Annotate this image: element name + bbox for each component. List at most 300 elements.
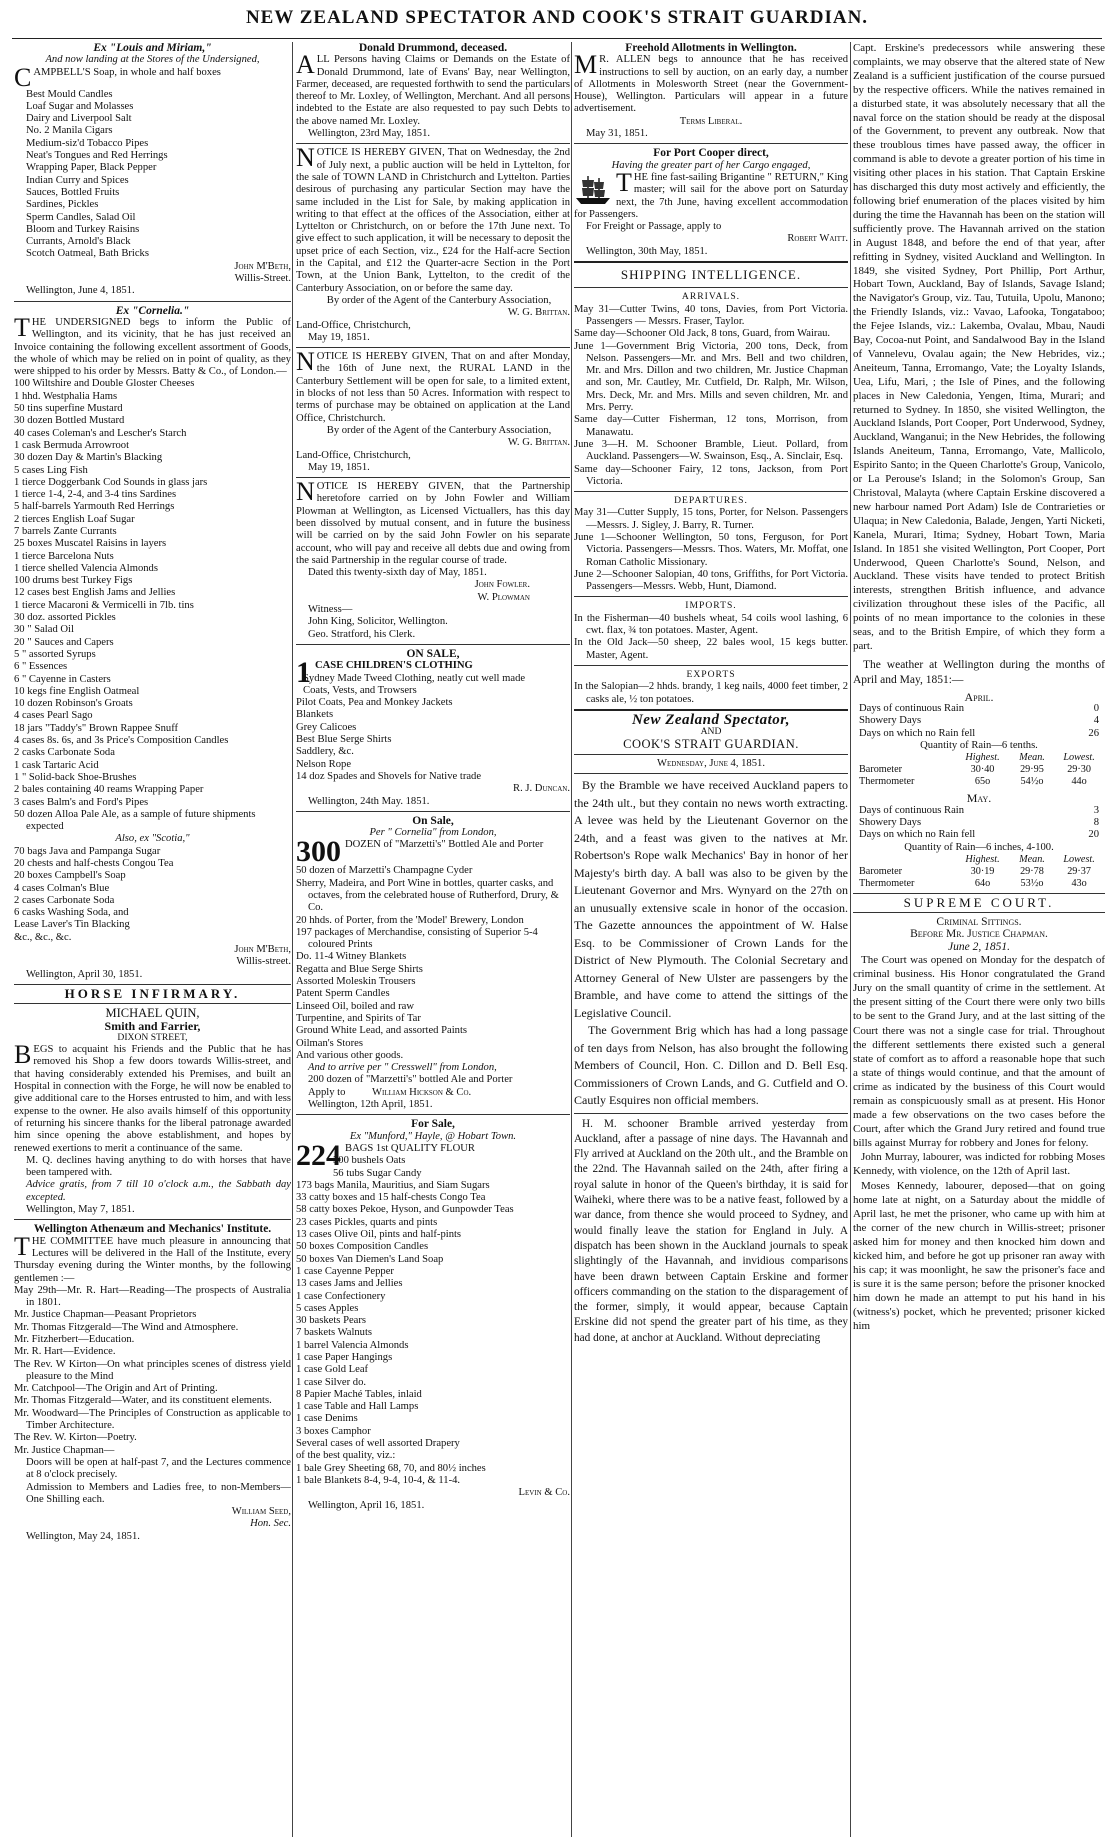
list-item: Oilman's Stores	[296, 1037, 363, 1049]
list-item: 1 case Paper Hangings	[296, 1351, 393, 1363]
notice-rural-land-body: NOTICE IS HEREBY GIVEN, That on and after Monday, the 16th of June next, the RURAL LAND in the Canterbury Settlement will be open for sale, to a limited extent, in blocks of not less than 50 Acres. Information with respect to terms of purchase may be obtained on application at the Land Office, Christchurch.	[296, 347, 570, 424]
weather-may-heading: May.	[966, 791, 992, 806]
ad-cornelia-sale-list	[296, 865, 570, 1062]
list-item: Lease Laver's Tin Blacking	[14, 919, 130, 931]
lecture-item: Mr. Justice Chapman—Peasant Proprietors	[14, 1309, 197, 1321]
notice-witness-name: Geo. Stratford, his Clerk.	[308, 628, 416, 640]
list-item: 100 Wiltshire and Double Gloster Cheeses	[14, 378, 195, 390]
horse-infirmary-banner: HORSE INFIRMARY.	[64, 985, 241, 1001]
divider	[574, 596, 848, 597]
list-item: Coats, Vests, and Trowsers	[303, 684, 417, 696]
ad-signature: John Fowler.	[474, 579, 530, 591]
list-item: 6 casks Washing Soda, and	[14, 907, 129, 919]
paper-and: AND	[700, 726, 722, 738]
ad-athenaeum-body: THE COMMITTEE have much pleasure in announcing that Lectures will be delivered in the Hall of the Institute, every Thursday evening during the Winter months, by the following gentlemen :—	[14, 1231, 291, 1284]
table-cell: 29·78	[1020, 865, 1044, 877]
table-row-label: Thermometer	[859, 877, 915, 889]
court-date: June 2, 1851.	[948, 940, 1010, 953]
table-row-label: Barometer	[859, 865, 902, 877]
ad-louis-miriam-list	[14, 89, 291, 261]
list-item: Assorted Moleskin Trousers	[296, 976, 416, 988]
ad-signature: R. J. Duncan.	[513, 783, 570, 795]
lecture-item: The Rev. W Kirton—On what principles scenes of distress yield pleasure to the Mind	[14, 1358, 291, 1382]
ad-cornelia-list-2	[14, 846, 291, 944]
weather-row-label: Days on which no Rain fell	[859, 727, 976, 739]
notice-order: By order of the Agent of the Canterbury Association,	[326, 294, 552, 306]
ad-allotments-body: M R. ALLEN begs to announce that he has received instructions to sell by auction, on an early day, a number of Allotments in Molesworth Street (near the Government-House), Wellington. Particulars will appear in a future advertisement.	[574, 50, 848, 115]
list-item: Patent Sperm Candles	[296, 988, 390, 1000]
arrivals-heading: ARRIVALS.	[681, 291, 741, 303]
list-item: 2 tierces English Loaf Sugar	[14, 513, 135, 525]
departure-entry: June 2—Schooner Salopian, 40 tons, Griffiths, for Port Victoria. Passengers—Messrs. Webb, Hunt, Diamond.	[574, 568, 848, 593]
list-item: 14 doz Spades and Shovels for Native trade	[296, 770, 482, 782]
list-item: Sydney Made Tweed Clothing, neatly cut well made	[303, 672, 526, 684]
list-item: 50 dozen of Marzetti's Champagne Cyder	[296, 865, 473, 877]
shipping-intelligence-title: SHIPPING INTELLIGENCE.	[620, 267, 802, 283]
list-item: Regatta and Blue Serge Shirts	[296, 963, 423, 975]
ad-street: DIXON STREET,	[117, 1031, 188, 1043]
list-item: And various other goods.	[296, 1049, 404, 1061]
list-item: 23 cases Pickles, quarts and pints	[296, 1216, 438, 1228]
list-item: 10 kegs fine English Oatmeal	[14, 685, 140, 697]
list-item: 5 " assorted Syrups	[14, 648, 96, 660]
list-item: Grey Calicoes	[296, 721, 357, 733]
table-header: Mean.	[1019, 752, 1045, 764]
ad-louis-miriam-first: CAMPBELL'S Soap, in whole and half boxes	[14, 62, 221, 92]
lecture-item: May 29th—Mr. R. Hart—Reading—The prospects of Australia in 1801.	[14, 1284, 291, 1309]
list-item: 5 cases Apples	[296, 1302, 359, 1314]
ad-arrive-detail: 200 dozen of "Marzetti's" bottled Ale and Porter	[308, 1074, 513, 1086]
weather-may-quantity: Quantity of Rain—6 inches, 4-100.	[904, 841, 1054, 853]
import-entry: In the Old Jack—50 sheep, 22 bales wool, 15 kegs butter. Master, Agent.	[574, 637, 848, 661]
lecture-item: Mr. Woodward—The Principles of Construction as applicable to Timber Architecture.	[14, 1407, 291, 1432]
weather-row-value: 26	[1088, 727, 1099, 739]
weather-april-rows	[853, 703, 1105, 740]
drop-cap: T	[616, 167, 632, 197]
divider	[296, 1114, 570, 1115]
court-judge: Before Mr. Justice Chapman.	[910, 928, 1048, 941]
list-item: 6 " Essences	[14, 661, 68, 673]
list-item: 5 half-barrels Yarmouth Red Herrings	[14, 501, 175, 513]
notice-witness-name: John King, Solicitor, Wellington.	[308, 616, 448, 628]
list-item: Currants, Arnold's Black	[26, 236, 131, 248]
imports-list	[574, 613, 848, 662]
table-header: Lowest.	[1063, 853, 1095, 865]
list-item: 4 cases Pearl Sago	[14, 710, 93, 722]
ad-signature: W. G. Brittan.	[507, 437, 570, 449]
list-item: 1 barrel Valencia Almonds	[296, 1339, 409, 1351]
list-item: 10 dozen Robinson's Groats	[14, 698, 133, 710]
ad-louis-miriam-title: Ex "Louis and Miriam,"	[93, 42, 212, 54]
ad-signature-address: Willis-street.	[236, 956, 291, 968]
exports-list	[574, 681, 848, 706]
divider	[853, 912, 1105, 913]
table-cell: 29·95	[1020, 764, 1044, 776]
big-number: 1	[296, 656, 311, 690]
list-item: 50 dozen Alloa Pale Ale, as a sample of future shipments expected	[14, 808, 256, 833]
weather-intro: The weather at Wellington during the months of April and May, 1851:—	[853, 658, 1105, 686]
list-item: 56 tubs Sugar Candy	[333, 1167, 422, 1179]
drop-cap: A	[296, 50, 315, 80]
list-item: 30 dozen Bottled Mustard	[14, 415, 125, 427]
ad-date: Wellington, April 16, 1851.	[308, 1499, 425, 1511]
article-government-brig: The Government Brig which has had a long passage of ten days from Nelson, has also brought the following Members of Council, Hon. C. Dillon and D. Bell Esq. Commissioners of Crown Lands, and G. Cutfield and O. Cautly Esquires non official members.	[574, 1023, 848, 1108]
list-item: 4 cases 8s. 6s, and 3s Price's Composition Candles	[14, 735, 229, 747]
list-item: 18 jars "Taddy's" Brown Rappee Snuff	[14, 722, 179, 734]
list-item: Best Blue Serge Shirts	[296, 734, 392, 746]
list-item: 50 boxes Composition Candles	[296, 1241, 429, 1253]
list-item: 1 case Silver do.	[296, 1376, 367, 1388]
column-rule	[292, 42, 293, 1837]
weather-row	[853, 715, 1105, 727]
list-item: 1 case Table and Hall Lamps	[296, 1401, 419, 1413]
ad-horse-advice: Advice gratis, from 7 till 10 o'clock a.m., the Sabbath day excepted.	[26, 1179, 291, 1203]
list-item: 40 cases Coleman's and Lescher's Starch	[14, 427, 187, 439]
divider	[574, 773, 848, 774]
list-item: 1 tierce 1-4, 2-4, and 3-4 tins Sardines	[14, 489, 177, 501]
list-item: 30 baskets Pears	[296, 1315, 367, 1327]
table-row-label: Thermometer	[859, 776, 915, 788]
table-header: Highest.	[965, 752, 1000, 764]
divider	[296, 347, 570, 348]
weather-row-label: Showery Days	[859, 816, 922, 828]
departures-heading: DEPARTURES.	[674, 495, 748, 507]
column-rule	[850, 42, 851, 1837]
list-item: 1 case Cayenne Pepper	[296, 1265, 394, 1277]
list-item: 1 bale Blankets 8-4, 9-4, 10-4, & 11-4.	[296, 1474, 461, 1486]
table-cell: 29·37	[1067, 865, 1091, 877]
list-item: of the best quality, viz.:	[296, 1450, 396, 1462]
list-item: 1 case Gold Leaf	[296, 1364, 369, 1376]
ad-signature-address: Willis-Street.	[234, 273, 291, 285]
list-item: Several cases of well assorted Drapery	[296, 1438, 460, 1450]
list-item: Scotch Oatmeal, Bath Bricks	[26, 248, 149, 260]
ship-icon	[574, 172, 612, 206]
list-item: &c., &c., &c.	[14, 931, 72, 943]
weather-april-quantity: Quantity of Rain—6 tenths.	[920, 740, 1038, 752]
lecture-item: Mr. Justice Chapman—	[14, 1444, 115, 1456]
list-item: 4 cases Colman's Blue	[14, 882, 110, 894]
table-row-label: Barometer	[859, 764, 902, 776]
ad-date: Wellington, 23rd May, 1851.	[308, 128, 431, 140]
list-item: Do. 11-4 Witney Blankets	[296, 951, 407, 963]
ad-horse-body-2: M. Q. declines having anything to do with horses that have been tampered with.	[26, 1154, 291, 1179]
list-item: 12 cases best English Jams and Jellies	[14, 587, 176, 599]
masthead-rule	[12, 38, 1102, 39]
table-blank	[853, 752, 954, 764]
list-item: Dairy and Liverpool Salt	[26, 113, 132, 125]
notice-dated: Dated this twenty-sixth day of May, 1851.	[308, 567, 487, 579]
divider	[574, 754, 848, 755]
table-cell: 44o	[1071, 776, 1087, 788]
weather-row	[853, 817, 1105, 829]
list-item: Sauces, Bottled Fruits	[26, 186, 120, 198]
ad-name: MICHAEL QUIN,	[105, 1006, 200, 1021]
notice-partnership-body: NOTICE IS HEREBY GIVEN, that the Partnership heretofore carried on by John Fowler and William Plowman at Wellington, as Licensed Victuallers, has this day been dissolved by mutual consent, and in future the business will be carried on by the said John Fowler on his separate account, who will pay and receive all debts due and owing from the said Partnership in the regular course of trade.	[296, 477, 570, 566]
list-item: 30 " Salad Oil	[14, 624, 74, 636]
list-item: 13 cases Jams and Jellies	[296, 1278, 403, 1290]
list-item: 5 cases Ling Fish	[14, 464, 88, 476]
weather-may-rows	[853, 805, 1105, 842]
ad-cornelia-body: THE UNDERSIGNED begs to inform the Public of Wellington, and its vicinity, that he has just received an Invoice containing the following excellent assortment of Goods, the whole of which may be relied on in point of quality, as they were shipped to his order by Messrs. Batty & Co., of London.—	[14, 312, 291, 378]
arrival-entry: Same day—Schooner Old Jack, 8 tons, Guard, from Wairau.	[574, 328, 831, 340]
table-cell: 30·19	[970, 865, 995, 877]
drop-cap: B	[14, 1040, 32, 1070]
ad-on-sale-list	[296, 673, 570, 784]
ad-date: Wellington, May 7, 1851.	[26, 1204, 135, 1216]
paper-title: New Zealand Spectator,	[631, 711, 791, 728]
list-item: 1 tierce Barcelona Nuts	[14, 550, 114, 562]
table-cell: 53½o	[1020, 877, 1044, 889]
weather-row-value: 8	[1093, 816, 1099, 828]
ad-apply: Apply to William Hickson & Co.	[308, 1086, 472, 1098]
court-subtitle: Criminal Sittings.	[936, 916, 1022, 929]
court-case: John Murray, labourer, was indicted for robbing Moses Kennedy, with violence, on the 12th of April last.	[853, 1151, 1105, 1178]
list-item: Medium-siz'd Tobacco Pipes	[26, 137, 149, 149]
table-cell: 54½o	[1020, 776, 1044, 788]
drop-cap: M	[574, 50, 598, 80]
list-item: 2 bales containing 40 reams Wrapping Paper	[14, 784, 204, 796]
departure-entry: June 1—Schooner Wellington, 50 tons, Ferguson, for Port Victoria. Passengers—Messrs. Thos. Waters, Mr. Moffat, one Roman Catholic Missionary.	[574, 531, 848, 568]
ad-signature: John M'Beth,	[234, 944, 291, 956]
list-item: 300 bushels Oats	[333, 1155, 406, 1167]
ad-date: Wellington, 12th April, 1851.	[308, 1099, 433, 1111]
list-item: 13 cases Olive Oil, pints and half-pints	[296, 1229, 462, 1241]
lecture-item: The Rev. W. Kirton—Poetry.	[14, 1432, 137, 1444]
ad-drummond-body: ALL Persons having Claims or Demands on the Estate of Donald Drummond, late of Evans' Bay, near Wellington, Farmer, deceased, are requested forthwith to send the particulars thereof to Mr. Loxley, of Wellington, Merchant. And all persons indebted to the Estate are also requested to pay such Debts to the above named Mr. Loxley.	[296, 50, 570, 127]
lecture-item: Mr. Catchpool—The Origin and Art of Printing.	[14, 1383, 218, 1395]
table-header: Highest.	[965, 853, 1000, 865]
list-item: 6 " Cayenne in Casters	[14, 673, 111, 685]
table-row	[853, 764, 1105, 776]
list-item: Ground White Lead, and assorted Paints	[296, 1025, 468, 1037]
ad-date: Land-Office, Christchurch,	[296, 319, 411, 331]
list-item: 100 drums best Turkey Figs	[14, 575, 133, 587]
list-item: 1 bale Grey Sheeting 68, 70, and 80½ inches	[296, 1462, 486, 1474]
list-item: Sherry, Madeira, and Port Wine in bottles, quarter casks, and octaves, from the celebrated house of Rutherford, Drury, & Co.	[296, 877, 559, 914]
ad-horse-body: BEGS to acquaint his Friends and the Public that he has removed his Shop a few doors towards Willis-street, and that having considerably extended his Premises, and built an Hospital in connection with the Forge, he will now be enabled to give additional care to the Horses entrusted to him, and with less expense to the owner. He also avails himself of this opportunity of returning his sincere thanks for the liberal patronage awarded him since opening the above establishment, and hopes by renewed exertions to merit a continuance of the same.	[14, 1040, 291, 1154]
list-item: Wrapping Paper, Black Pepper	[26, 162, 157, 174]
ad-date: Wellington, June 4, 1851.	[26, 285, 135, 297]
list-item: 2 cases Carbonate Soda	[14, 894, 115, 906]
list-item: 3 cases Balm's and Ford's Pipes	[14, 796, 149, 808]
ad-cornelia-sale-first: 300 DOZEN of "Marzetti's" Bottled Ale and Porter	[296, 835, 544, 869]
weather-row	[853, 805, 1105, 817]
list-item: 1 tierce Macaroni & Vermicelli in 7lb. tins	[14, 599, 194, 611]
ad-apply: For Freight or Passage, apply to	[586, 221, 722, 233]
ad-athenaeum-title: Wellington Athenæum and Mechanics' Institute.	[33, 1223, 272, 1236]
list-item: 1 tierce shelled Valencia Almonds	[14, 562, 158, 574]
ad-signature: Levin & Co.	[518, 1487, 570, 1499]
weather-row	[853, 829, 1105, 841]
divider	[853, 893, 1105, 894]
table-cell: 64o	[974, 877, 991, 889]
ad-munford-first: 224 BAGS 1st QUALITY FLOUR	[296, 1138, 475, 1172]
list-item: Saddlery, &c.	[296, 746, 354, 758]
ad-terms: Terms Liberal.	[679, 115, 743, 127]
list-item: Indian Curry and Spices	[26, 174, 129, 186]
divider	[574, 143, 848, 144]
list-item: Best Mould Candles	[26, 88, 113, 100]
ad-cornelia-also: Also, ex "Scotia,"	[115, 833, 190, 845]
list-item: 1 case Confectionery	[296, 1290, 386, 1302]
ad-cornelia-sale-title: On Sale,	[412, 814, 454, 827]
table-header: Lowest.	[1063, 752, 1095, 764]
list-item: 70 bags Java and Pampanga Sugar	[14, 845, 161, 857]
lecture-item: Mr. R. Hart—Evidence.	[14, 1346, 116, 1358]
ad-signature-title: Hon. Sec.	[250, 1518, 291, 1530]
list-item: 20 boxes Campbell's Soap	[14, 870, 126, 882]
weather-may-table	[853, 854, 1105, 890]
notice-witness: Witness—	[308, 604, 353, 616]
table-cell: 43o	[1071, 877, 1087, 889]
ad-on-sale-first: 1 CASE CHILDREN'S CLOTHING	[296, 656, 473, 690]
list-item: 1 " Solid-back Shoe-Brushes	[14, 771, 137, 783]
column-4	[853, 42, 1105, 1837]
ad-cornelia-list	[14, 378, 291, 833]
list-item: Blankets	[296, 709, 334, 721]
imports-heading: IMPORTS.	[685, 600, 737, 612]
list-item: 20 " Sauces and Capers	[14, 636, 114, 648]
list-item: 1 case Denims	[296, 1413, 358, 1425]
ad-signature: W. G. Brittan.	[507, 307, 570, 319]
list-item: 197 packages of Merchandise, consisting of Superior 5-4 coloured Prints	[296, 926, 538, 951]
table-row	[853, 866, 1105, 878]
list-item: Sperm Candles, Salad Oil	[26, 211, 136, 223]
ad-signature: John M'Beth,	[234, 260, 291, 272]
ad-athenaeum-lectures	[14, 1285, 291, 1457]
divider	[296, 477, 570, 478]
divider	[14, 301, 291, 302]
arrival-entry: Same day—Cutter Fisherman, 12 tons, Morrison, from Manawatu.	[574, 414, 848, 438]
weather-april-heading: April.	[964, 689, 994, 704]
divider	[296, 644, 570, 645]
export-entry: In the Salopian—2 hhds. brandy, 1 keg nails, 4000 feet timber, 2 casks ale, ½ ton potatoes.	[574, 681, 848, 705]
divider	[574, 491, 848, 492]
list-item: 173 bags Manila, Mauritius, and Siam Sugars	[296, 1179, 490, 1191]
ad-arrive: And to arrive per " Cresswell" from London,	[308, 1062, 497, 1074]
divider	[574, 709, 848, 711]
weather-row-label: Days of continuous Rain	[859, 804, 965, 816]
exports-heading: EXPORTS	[686, 668, 736, 680]
article-havannah-continued: Capt. Erskine's predecessors while answering these complaints, we may observe that the altered state of New Zealand is a sufficient justification of the course pursued by the respective officers. While the natives remained in a disturbed state, it was absolutely necessary that all the naval force on the station should be ready at the disposal of the Government, to prevent any outbreak. Now that these troublous times have passed away, the officer in command is able to devote a greater portion of his time in visiting other places in his station. That Captain Erskine has discharged this duty most actively and efficiently, the following brief enumeration of the places visited by him during the time the Havannah has been on the station will sufficiently prove. The Havannah arrived on the station in August 1848, and before the end of that year, after refitting in Sydney, visited Auckland and Wellington. In 1849, she visited Sydney, Port Phillip, Port Arthur, Hobart Town, Auckland, Bay of Islands, Savage Island; the Navigator's Group, viz. Tau, Tutuila, Upolu, Manono; the Friendly Islands, viz.: Vavao, Lafooka, Tongataboo; the Fejee Islands, viz.: Lakemba, Ovalau, Mbau, Naudi Bay, Cocoa-nut Point, and Sandalwood Bay in the Island of Vannelevu, Ovalau again; the New Hebrides, viz.; Aneiteum, Tanna, Erromango, Vate; the Loyalty Islands, Uea, Lifu, Mari, ; the Isle of Pines, and the following places in New Caledonia, Yengen, Itima, Murari; and returned to Sydney. In 1850, she visited Wellington, the Auckland Islands, Port Cooper, Port Underwood, Sydney, Auckland, Wanganui; in the New Hebrides, the following Islands Aneiteum, Tanna, Erromango, Vate, Mallicolo, Espirito Santo; in the Queen Charlotte's Group, Vanicolo, or La Perouse's Island; in the Solomon's Group, San Christoval, Malayta (where Captain Erskine discovered a new harbour named Port Adam) Isle de Contrarieties or Ulaqua; in New Caledonia, Balade, Jengen, Yarti Nicketi, Kanela, Murari, Itima; Sydney, Hobart Town, Maria Island. In 1851 she visited Wellington, Port Cooper, Port Underwood, Queen Charlotte's Sound, Nelson, and Auckland. These visits have tended to protect British interests, strengthen British influence, and advance civilization throughout these isles of the Pacific, all points of no mean importance to the colonies in these seas, and to the British Empire, of which they form a part.	[853, 42, 1105, 652]
weather-row	[853, 728, 1105, 740]
ad-on-sale-title: ON SALE,	[406, 647, 460, 660]
notice-order: By order of the Agent of the Canterbury Association,	[326, 424, 552, 436]
arrival-entry: May 31—Cutter Twins, 40 tons, Davies, from Port Victoria. Passengers — Messrs. Fraser, Taylor.	[574, 303, 848, 327]
arrival-entry: June 3—H. M. Schooner Bramble, Lieut. Pollard, from Auckland. Passengers—W. Swainson, Esq., A. Sinclair, Esq.	[574, 438, 848, 463]
big-number: 300	[296, 835, 341, 869]
divider	[296, 811, 570, 812]
arrival-entry: June 1—Government Brig Victoria, 200 tons, Deck, from Nelson. Passengers—Mr. and Mrs. Bell and two children, Mr. and Mrs. Dillon and two children, Mr. Justice Chapman and son, Mr. Cautley, Mr. Cutfield, Dr. Ralph, Mr. Wilson, Mrs. Deck, Mr. and Mrs. Mills and seven children, Mr. and Mrs. Perry.	[574, 340, 848, 414]
ad-louis-miriam-subtitle: And now landing at the Stores of the Undersigned,	[45, 54, 260, 66]
list-item: 33 catty boxes and 15 half-chests Congo Tea	[296, 1192, 486, 1204]
table-header: Mean.	[1019, 853, 1045, 865]
weather-row-value: 0	[1093, 703, 1099, 715]
table-cell: 65o	[974, 776, 991, 788]
list-item: Linseed Oil, boiled and raw	[296, 1000, 414, 1012]
column-1	[14, 42, 291, 1837]
divider	[574, 1113, 848, 1114]
drop-cap: C	[14, 62, 32, 92]
table-row	[853, 776, 1105, 788]
list-item: 30 dozen Day & Martin's Blacking	[14, 452, 163, 464]
list-item: 1 cask Tartaric Acid	[14, 759, 99, 771]
ad-allotments-title: Freehold Allotments in Wellington.	[625, 42, 797, 54]
list-item: 1 cask Bermuda Arrowroot	[14, 439, 130, 451]
table-blank	[853, 854, 954, 866]
ad-date: Land-Office, Christchurch,	[296, 449, 411, 461]
divider	[14, 984, 291, 985]
ad-date: Wellington, 30th May, 1851.	[586, 245, 708, 257]
list-item: Loaf Sugar and Molasses	[26, 100, 134, 112]
table-cell: 30·40	[970, 764, 995, 776]
arrivals-list	[574, 304, 848, 488]
lecture-item: Mr. Thomas Fitzgerald—Water, and its constituent elements.	[14, 1395, 272, 1407]
list-item: Nelson Rope	[296, 758, 352, 770]
column-3	[574, 42, 848, 1837]
ad-cornelia-title: Ex "Cornelia."	[115, 304, 190, 317]
article-bramble: By the Bramble we have received Auckland papers to the 24th ult., but they contain no news worth extracting. A levee was held by the Lieutenant Governor on the 24th, and a feast was given to the natives at Mr. Robertson's Rope walk Mechanics' Bay in honor of her Majesty's birth day. A ball was also to be given by the Lieutenant Governor and Mrs. Wynyard on the 27th on an unusually extensive scale in honor of the occasion. The Gazette announces the appointment of W. Halse Esq. to be Commissioner of Crown Lands for the District of New Plymouth. The Colonial Secretary and Attorney General of New Ulster are passengers by the Bramble, and have come to attend the sittings of the Legislative Council.	[574, 778, 848, 1020]
ad-date: May 19, 1851.	[308, 331, 370, 343]
ad-cornelia-sale-subtitle: Per " Cornelia" from London,	[369, 827, 497, 839]
weather-row-label: Days on which no Rain fell	[859, 829, 976, 841]
list-item: Pilot Coats, Pea and Monkey Jackets	[296, 697, 453, 709]
list-item: Sardines, Pickles	[26, 199, 99, 211]
list-item: 30 doz. assorted Pickles	[14, 612, 116, 624]
list-item: 2 casks Carbonate Soda	[14, 747, 115, 759]
drop-cap: T	[14, 1231, 30, 1261]
divider	[574, 665, 848, 666]
divider	[14, 1003, 291, 1004]
notice-town-land-body: NOTICE IS HEREBY GIVEN, That on Wednesday, the 2nd of July next, a public auction will be held in Lyttelton, for the sale of TOWN LAND in Christchurch and Lyttelton. Parties desirous of purchasing any particular Section may have the same included in the List for Sale, by making application in writing to that effect at the offices of the Association, either at Lyttelton or Christchurch, on or before the 17th June next. To give effect to such application, it will be necessary to deposit the upset price of each Section, viz., £24 for the Half-acre Section in the Capital, and £12 the Quarter-acre Section in the Port Town, at the Union Bank, Lyttelton, to the credit of the Canterbury Association, on or before the same day.	[296, 143, 570, 294]
paper-title-2: COOK'S STRAIT GUARDIAN.	[623, 737, 799, 752]
departure-entry: May 31—Cutter Supply, 15 tons, Porter, for Nelson. Passengers—Messrs. J. Sigley, J. Barry, R. Turner.	[574, 507, 848, 531]
list-item: 1 tierce Doggerbank Cod Sounds in glass jars	[14, 476, 208, 488]
list-item: No. 2 Manila Cigars	[26, 125, 113, 137]
weather-row-label: Days of continuous Rain	[859, 703, 965, 715]
ad-drummond-title: Donald Drummond, deceased.	[358, 42, 508, 54]
paper-date: Wednesday, June 4, 1851.	[657, 757, 765, 769]
list-item: 8 Papier Maché Tables, inlaid	[296, 1388, 422, 1400]
import-entry: In the Fisherman—40 bushels wheat, 54 coils wool lashing, 6 cwt. flax, ¾ ton potatoes. Master, Agent.	[574, 612, 848, 637]
ad-trade: Smith and Farrier,	[104, 1018, 201, 1033]
drop-cap: N	[296, 477, 315, 507]
divider	[574, 261, 848, 263]
ad-date: May 19, 1851.	[308, 461, 370, 473]
divider	[296, 143, 570, 144]
list-item: 50 tins superfine Mustard	[14, 403, 123, 415]
departures-list	[574, 507, 848, 593]
ad-date: Wellington, May 24, 1851.	[26, 1530, 140, 1542]
list-item: 3 boxes Camphor	[296, 1425, 371, 1437]
list-item: Bloom and Turkey Raisins	[26, 223, 140, 235]
ad-port-cooper-subtitle: Having the greater part of her Cargo engaged,	[611, 159, 811, 171]
big-number: 224	[296, 1138, 341, 1172]
ad-port-cooper-title: For Port Cooper direct,	[653, 147, 769, 160]
column-rule	[571, 42, 572, 1837]
table-cell: 29·30	[1067, 764, 1091, 776]
drop-cap: N	[296, 347, 315, 377]
ad-date: May 31, 1851.	[586, 128, 648, 140]
list-item: 1 hhd. Westphalia Hams	[14, 390, 118, 402]
masthead-title: NEW ZEALAND SPECTATOR AND COOK'S STRAIT GUARDIAN.	[245, 7, 869, 28]
list-item: 20 hhds. of Porter, from the 'Model' Brewery, London	[296, 914, 524, 926]
list-item: Turpentine, and Spirits of Tar	[296, 1012, 421, 1024]
weather-april-table	[853, 752, 1105, 788]
weather-row-value: 4	[1093, 715, 1099, 727]
drop-cap: N	[296, 143, 315, 173]
